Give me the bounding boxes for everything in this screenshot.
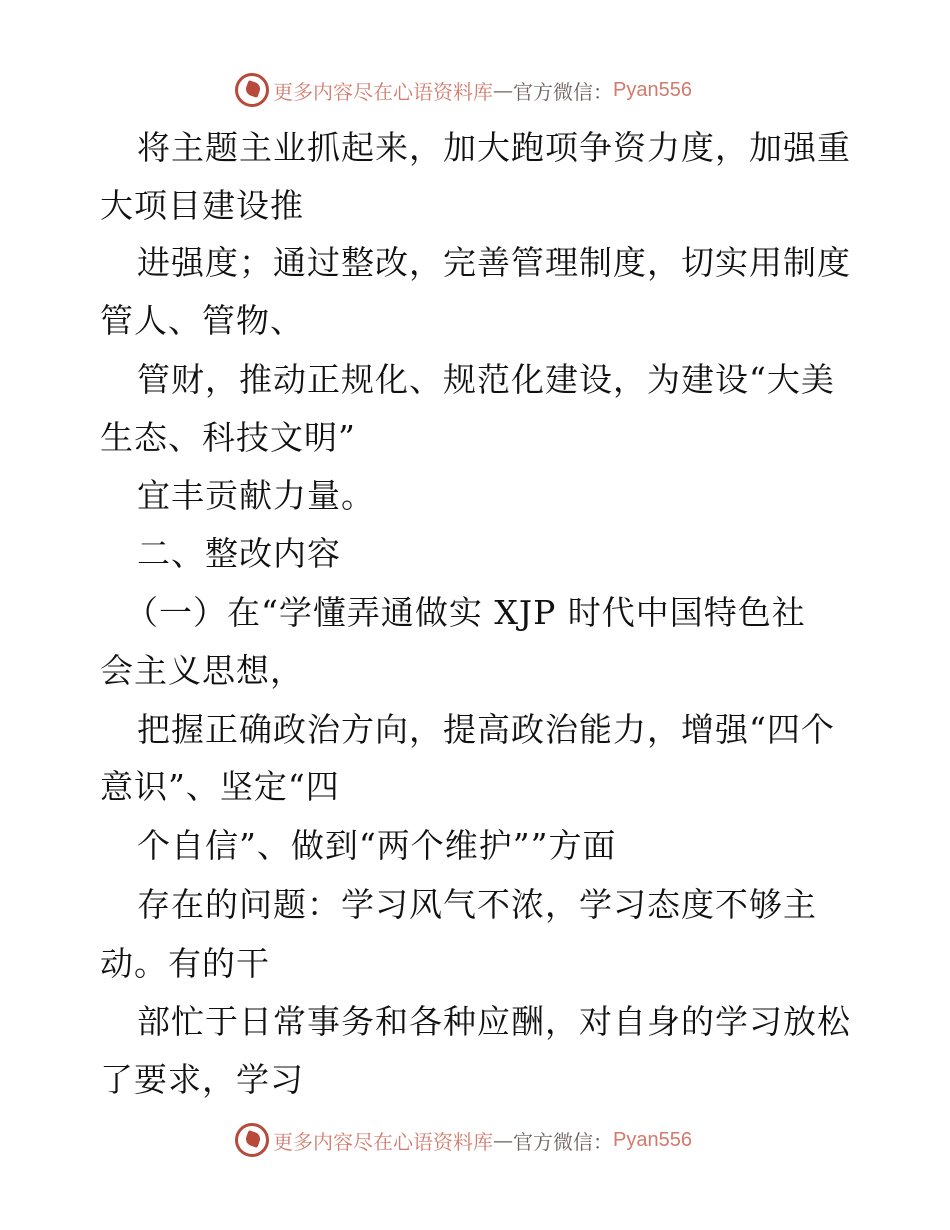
logo-icon xyxy=(235,1123,269,1157)
footer-watermark xyxy=(235,1120,715,1160)
paragraph-line: 意识”、坚定“四 xyxy=(100,767,340,806)
paragraph-line: 管人、管物、 xyxy=(100,301,304,340)
subsection-heading: （一）在“学懂弄通做实 XJP 时代中国特色社 xyxy=(125,593,806,632)
watermark-label: 官方微信： xyxy=(513,79,613,104)
watermark-account: Pyan556 xyxy=(613,78,692,101)
paragraph-line: 部忙于日常事务和各种应酬，对自身的学习放松 xyxy=(137,1002,851,1041)
watermark-label: 官方微信： xyxy=(513,1129,613,1154)
paragraph-line: 会主义思想， xyxy=(100,651,304,690)
paragraph-line: 管财，推动正规化、规范化建设，为建设“大美 xyxy=(137,360,835,399)
paragraph-line: 将主题主业抓起来，加大跑项争资力度，加强重 xyxy=(137,128,851,167)
paragraph-line: 动。有的干 xyxy=(100,944,270,983)
paragraph-line: 进强度；通过整改，完善管理制度，切实用制度 xyxy=(137,243,851,282)
header-watermark xyxy=(235,70,715,110)
section-heading: 二、整改内容 xyxy=(137,534,341,573)
paragraph-line: 个自信”、做到“两个维护””方面 xyxy=(137,826,617,865)
watermark-dash: — xyxy=(493,78,513,102)
logo-icon xyxy=(235,73,269,107)
watermark-site: 更多内容尽在心语资料库 xyxy=(273,79,493,104)
paragraph-line: 存在的问题：学习风气不浓，学习态度不够主 xyxy=(137,885,817,924)
watermark-account: Pyan556 xyxy=(613,1128,692,1151)
paragraph-line: 宜丰贡献力量。 xyxy=(137,476,375,515)
watermark-site: 更多内容尽在心语资料库 xyxy=(273,1129,493,1154)
paragraph-line: 生态、科技文明” xyxy=(100,418,356,457)
paragraph-line: 大项目建设推 xyxy=(100,186,304,225)
paragraph-line: 了要求，学习 xyxy=(100,1060,304,1099)
watermark-dash: — xyxy=(493,1128,513,1152)
paragraph-line: 把握正确政治方向，提高政治能力，增强“四个 xyxy=(137,710,835,749)
